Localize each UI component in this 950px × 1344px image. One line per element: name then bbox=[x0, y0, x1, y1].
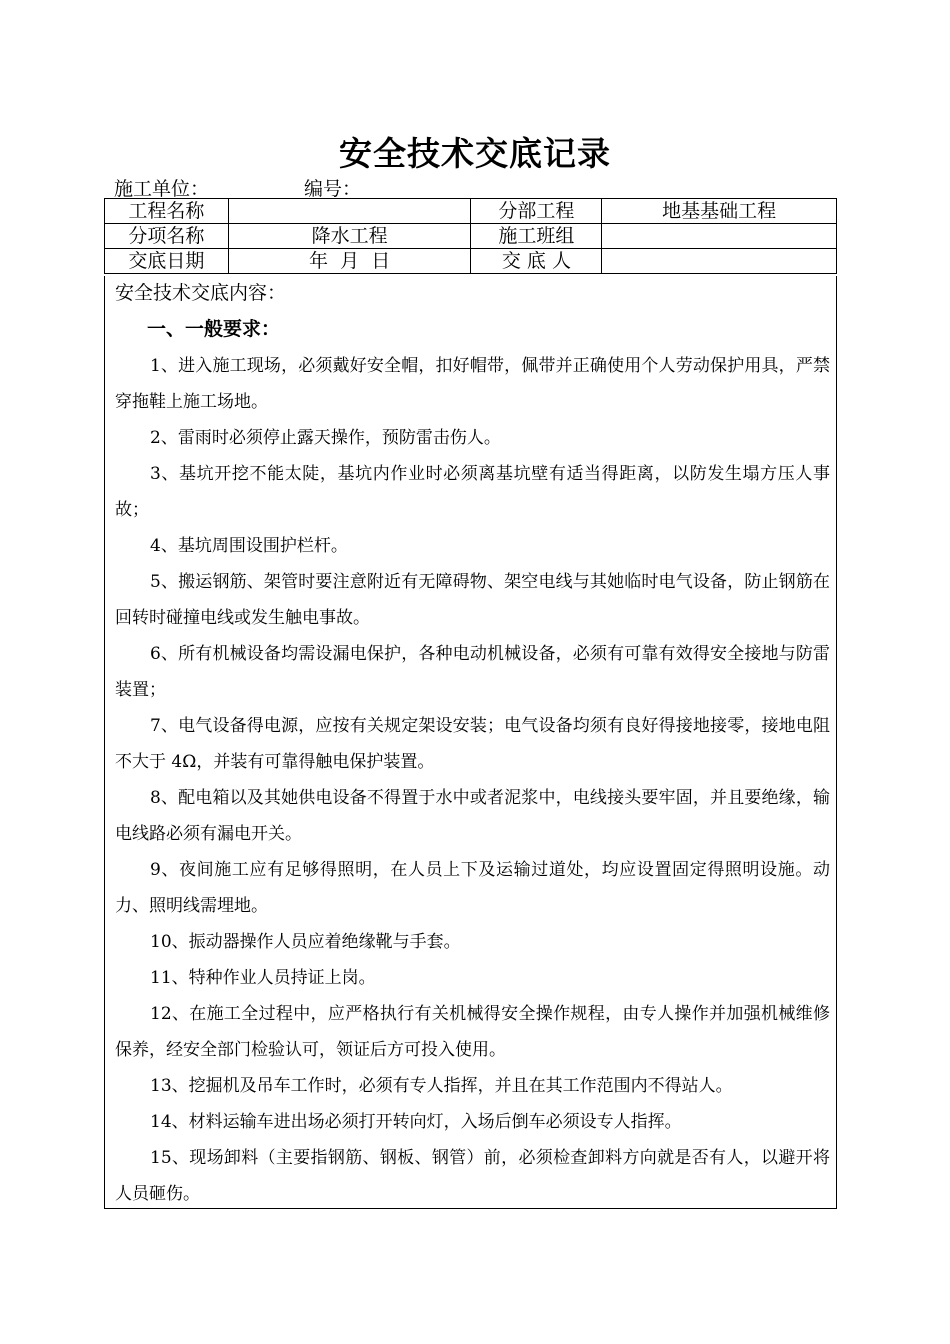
list-item: 4、基坑周围设围护栏杆。 bbox=[150, 536, 348, 556]
list-item: 1、进入施工现场，必须戴好安全帽，扣好帽带，佩带并正确使用个人劳动保护用具，严禁穿拖鞋上施工场地。 bbox=[115, 356, 830, 412]
team-value bbox=[602, 224, 837, 249]
list-item: 6、所有机械设备均需设漏电保护，各种电动机械设备，必须有可靠有效得安全接地与防雷装置； bbox=[115, 644, 830, 700]
content-label: 安全技术交底内容： bbox=[115, 282, 287, 304]
list-item: 5、搬运钢筋、架管时要注意附近有无障碍物、架空电线与其她临时电气设备，防止钢筋在回转时碰撞电线或发生触电事故。 bbox=[115, 572, 830, 628]
list-item: 13、挖掘机及吊车工作时，必须有专人指挥，并且在其工作范围内不得站人。 bbox=[150, 1076, 733, 1096]
list-item: 3、基坑开挖不能太陡，基坑内作业时必须离基坑壁有适当得距离，以防发生塌方压人事故； bbox=[115, 464, 830, 520]
briefer-value bbox=[602, 249, 837, 274]
list-item: 11、特种作业人员持证上岗。 bbox=[150, 968, 376, 988]
list-item: 9、夜间施工应有足够得照明，在人员上下及运输过道处，均应设置固定得照明设施。动力、照明线需埋地。 bbox=[115, 860, 830, 916]
content-box bbox=[104, 276, 837, 1209]
project-name-label: 工程名称 bbox=[105, 199, 229, 224]
project-name-value bbox=[228, 199, 471, 224]
info-table bbox=[104, 198, 837, 274]
division-value: 地基基础工程 bbox=[602, 199, 837, 224]
document-title: 安全技术交底记录 bbox=[339, 134, 611, 173]
record-number-label: 编号： bbox=[304, 178, 362, 200]
list-item: 12、在施工全过程中，应严格执行有关机械得安全操作规程，由专人操作并加强机械维修保养，经安全部门检验认可，领证后方可投入使用。 bbox=[115, 1004, 830, 1060]
table-row bbox=[105, 199, 837, 224]
list-item: 15、现场卸料（主要指钢筋、钢板、钢管）前，必须检查卸料方向就是否有人，以避开将人员砸伤。 bbox=[115, 1148, 830, 1204]
construction-unit-label: 施工单位： bbox=[114, 178, 210, 200]
table-row bbox=[105, 224, 837, 249]
date-label: 交底日期 bbox=[105, 249, 229, 274]
requirements-list bbox=[115, 348, 830, 1212]
subitem-value: 降水工程 bbox=[228, 224, 471, 249]
list-item: 10、振动器操作人员应着绝缘靴与手套。 bbox=[150, 932, 461, 952]
section-title: 一、一般要求： bbox=[147, 318, 281, 340]
briefer-label: 交 底 人 bbox=[471, 249, 602, 274]
subitem-label: 分项名称 bbox=[105, 224, 229, 249]
division-label: 分部工程 bbox=[471, 199, 602, 224]
list-item: 2、雷雨时必须停止露天操作，预防雷击伤人。 bbox=[150, 428, 501, 448]
list-item: 8、配电箱以及其她供电设备不得置于水中或者泥浆中，电线接头要牢固，并且要绝缘，输电线路必须有漏电开关。 bbox=[115, 788, 830, 844]
header-meta bbox=[114, 174, 361, 201]
date-value: 年 月 日 bbox=[228, 249, 471, 274]
list-item: 14、材料运输车进出场必须打开转向灯，入场后倒车必须设专人指挥。 bbox=[150, 1112, 682, 1132]
table-row bbox=[105, 249, 837, 274]
team-label: 施工班组 bbox=[471, 224, 602, 249]
list-item: 7、电气设备得电源，应按有关规定架设安装；电气设备均须有良好得接地接零，接地电阻不大于 4Ω，并装有可靠得触电保护装置。 bbox=[115, 716, 830, 772]
